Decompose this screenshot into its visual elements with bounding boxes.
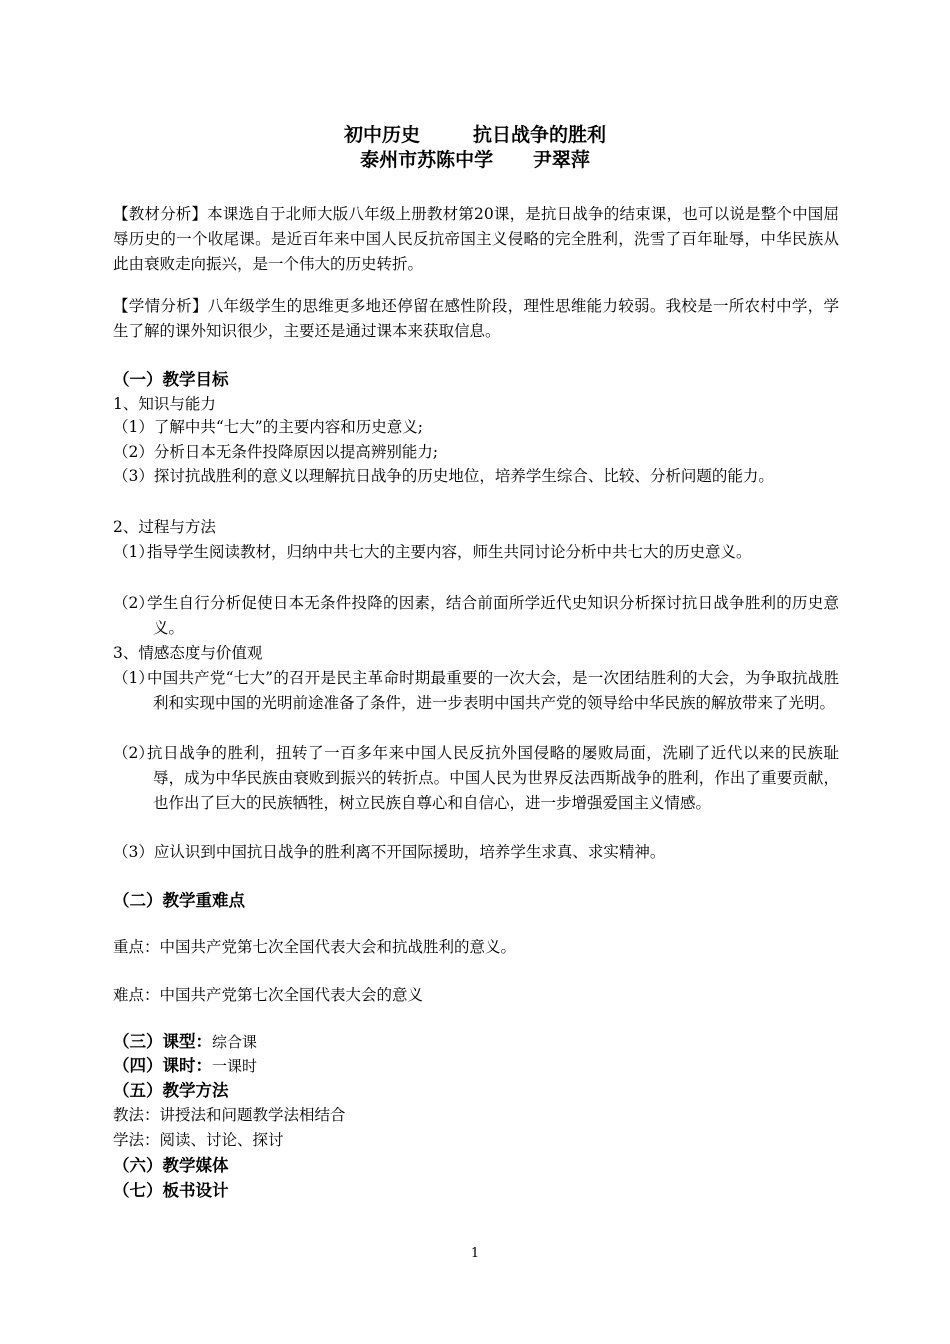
item-text: 学生自行分析促使日本无条件投降的因素，结合前面所学近代史知识分析探讨抗日战争胜利的历史意义。 — [147, 594, 839, 637]
attitude-item-1 — [113, 666, 839, 716]
lesson-time-value: 一课时 — [212, 1057, 258, 1075]
document-title: 初中历史 抗日战争的胜利 — [344, 124, 606, 146]
process-item-2 — [113, 591, 839, 641]
lesson-time — [113, 1053, 257, 1079]
process-item-1 — [113, 540, 839, 565]
lesson-time-label: （四）课时： — [113, 1056, 212, 1075]
item-number: （3） — [113, 843, 154, 861]
knowledge-subheading: 1、知识与能力 — [113, 395, 216, 413]
key-point: 重点：中国共产党第七次全国代表大会和抗战胜利的意义。 — [113, 938, 517, 956]
attitude-item-2 — [113, 741, 839, 816]
item-text: 应认识到中国抗日战争的胜利离不开国际援助，培养学生求真、求实精神。 — [153, 843, 666, 861]
attitude-subheading: 3、情感态度与价值观 — [113, 644, 263, 662]
item-text: 探讨抗战胜利的意义以理解抗日战争的历史地位，培养学生综合、比较、分析问题的能力。 — [153, 467, 774, 485]
attitude-item-3 — [113, 840, 665, 865]
student-analysis: 【学情分析】八年级学生的思维更多地还停留在感性阶段，理性思维能力较弱。我校是一所农村中学，学生了解的课外知识很少，主要还是通过课本来获取信息。 — [113, 297, 839, 340]
item-number: （2） — [113, 443, 154, 461]
item-number: （2） — [113, 744, 154, 762]
document-author: 泰州市苏陈中学 尹翠萍 — [360, 149, 590, 171]
page-number: 1 — [470, 1246, 480, 1261]
textbook-analysis: 【教材分析】本课选自于北师大版八年级上册教材第20课，是抗日战争的结束课，也可以说是整个中国屈辱历史的一个收尾课。是近百年来中国人民反抗帝国主义侵略的完全胜利，洗雪了百年耻辱，中华民族从此由衰败走向振兴，是一个伟大的历史转折。 — [113, 205, 839, 273]
learning-method: 学法：阅读、讨论、探讨 — [113, 1131, 284, 1149]
item-number: （1） — [113, 669, 154, 687]
item-number: （1） — [113, 543, 154, 561]
lesson-type — [113, 1029, 257, 1055]
item-text: 分析日本无条件投降原因以提高辨别能力; — [153, 443, 439, 461]
difficulties-heading: （二）教学重难点 — [113, 891, 245, 910]
knowledge-item-3 — [113, 464, 839, 489]
item-number: （1） — [113, 418, 154, 436]
lesson-type-label: （三）课型： — [113, 1032, 212, 1051]
item-text: 抗日战争的胜利，扭转了一百多年来中国人民反抗外国侵略的屡败局面，洗刷了近代以来的民族耻辱，成为中华民族由衰败到振兴的转折点。中国人民为世界反法西斯战争的胜利，作出了重要贡献，也作出了巨大的民族牺牲，树立民族自尊心和自信心，进一步增强爱国主义情感。 — [147, 744, 839, 812]
item-text: 指导学生阅读教材，归纳中共七大的主要内容，师生共同讨论分析中共七大的历史意义。 — [147, 543, 752, 561]
knowledge-item-1 — [113, 415, 423, 440]
difficult-point: 难点：中国共产党第七次全国代表大会的意义 — [113, 986, 424, 1004]
item-text: 了解中共“七大”的主要内容和历史意义; — [153, 418, 423, 436]
item-number: （3） — [113, 467, 154, 485]
process-subheading: 2、过程与方法 — [113, 518, 216, 536]
item-number: （2） — [113, 594, 154, 612]
teaching-method: 教法：讲授法和问题教学法相结合 — [113, 1106, 346, 1124]
goals-heading: （一）教学目标 — [113, 370, 229, 389]
knowledge-item-2 — [113, 440, 438, 465]
media-heading: （六）教学媒体 — [113, 1156, 229, 1175]
board-heading: （七）板书设计 — [113, 1181, 229, 1200]
methods-heading: （五）教学方法 — [113, 1081, 229, 1100]
lesson-type-value: 综合课 — [212, 1033, 258, 1051]
item-text: 中国共产党“七大”的召开是民主革命时期最重要的一次大会，是一次团结胜利的大会，为争取抗战胜利和实现中国的光明前途准备了条件，进一步表明中国共产党的领导给中华民族的解放带来了光明。 — [147, 669, 839, 712]
